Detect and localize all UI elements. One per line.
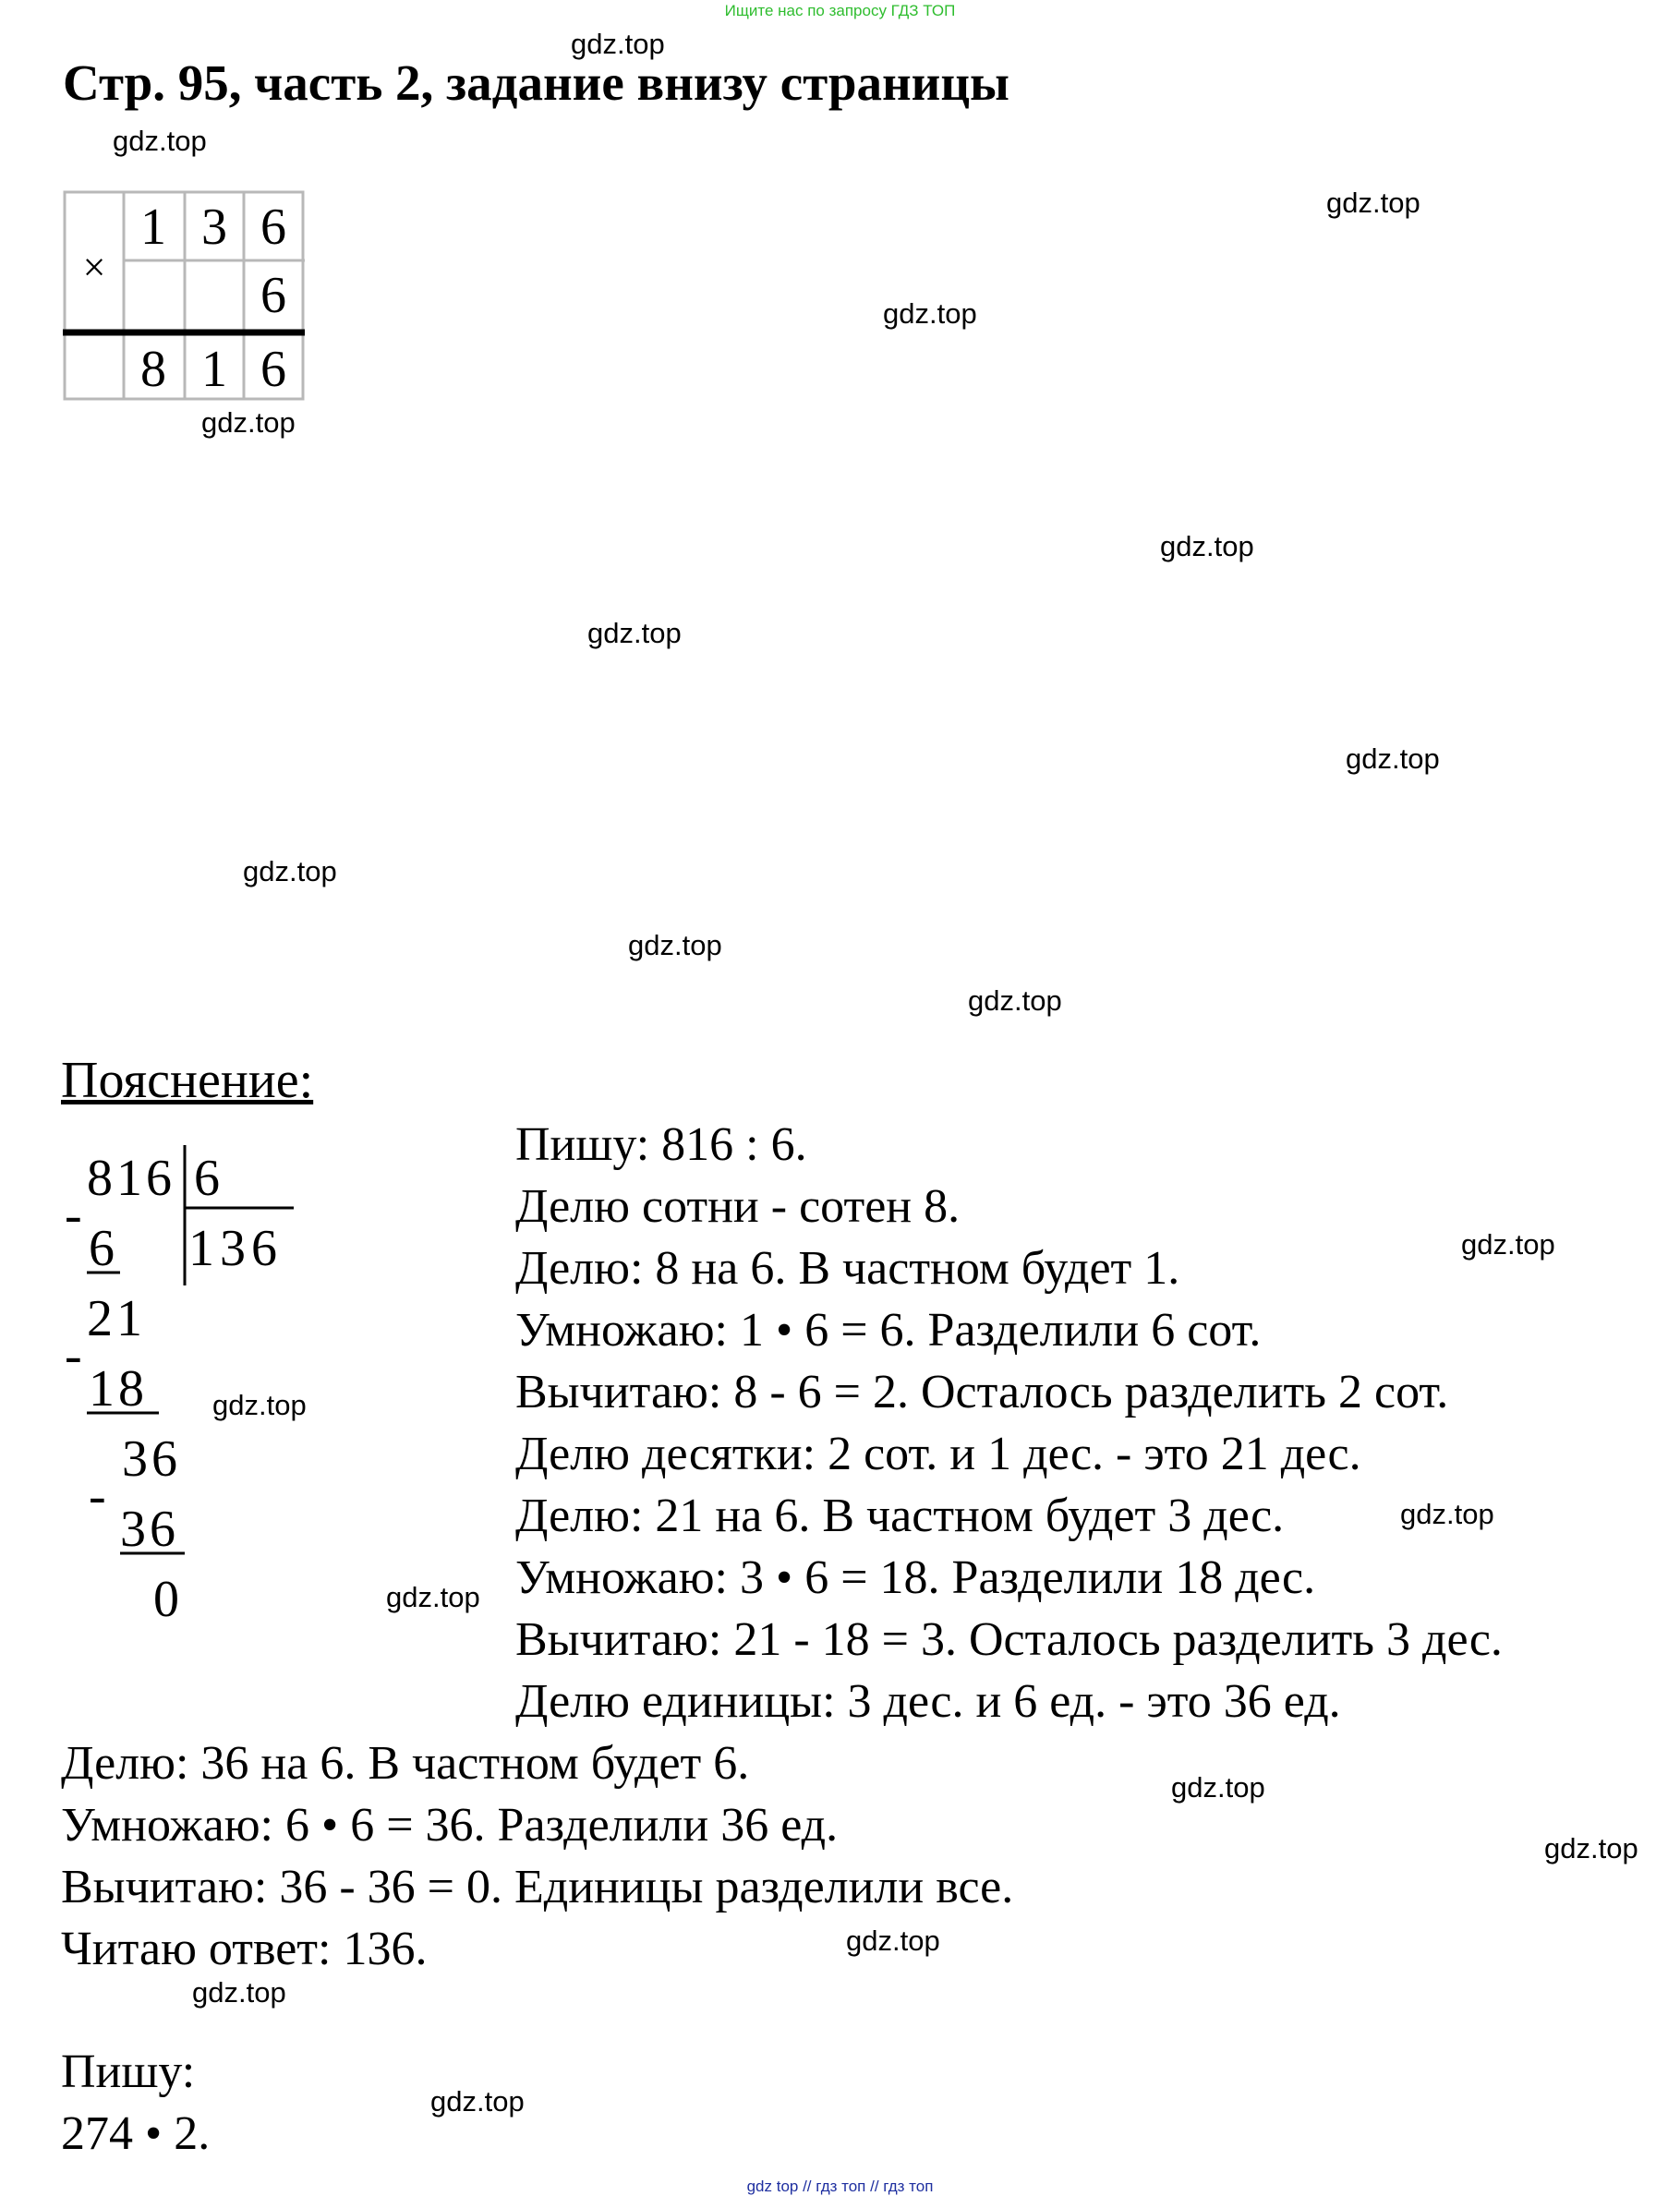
grid-digit: 6: [260, 267, 286, 324]
explanation-line: Делю: 36 на 6. В частном будет 6.: [61, 1737, 750, 1790]
grid-digit: 6: [260, 341, 286, 398]
division-step: 36: [120, 1501, 179, 1558]
top-search-note: Ищите нас по запросу ГДЗ ТОП: [724, 2, 956, 19]
explanation-line: Делю единицы: 3 дес. и 6 ед. - это 36 ед.: [515, 1675, 1341, 1728]
watermark: gdz.top: [1171, 1771, 1265, 1804]
explanation-line: Делю десятки: 2 сот. и 1 дес. - это 21 дес.: [515, 1428, 1361, 1480]
explanation-line: Делю сотни - сотен 8.: [515, 1180, 961, 1233]
watermark: gdz.top: [587, 617, 682, 649]
watermark: gdz.top: [571, 28, 665, 60]
division-step: 21: [87, 1290, 146, 1347]
watermark: gdz.top: [430, 2085, 525, 2118]
dividend: 816: [87, 1150, 175, 1207]
grid-digit: 1: [201, 341, 227, 398]
watermark: gdz.top: [846, 1925, 940, 1957]
explanation-line: Умножаю: 1 • 6 = 6. Разделили 6 сот.: [515, 1304, 1262, 1357]
watermark: gdz.top: [201, 406, 296, 439]
watermark: gdz.top: [1544, 1832, 1638, 1864]
explanation-line: Умножаю: 6 • 6 = 36. Разделили 36 ед.: [61, 1799, 839, 1852]
watermark: gdz.top: [628, 929, 722, 961]
multiplication-grid: [63, 190, 305, 401]
page-title: Стр. 95, часть 2, задание внизу страницы: [63, 54, 1009, 111]
watermark: gdz.top: [1400, 1498, 1494, 1530]
explanation-line: Делю: 21 на 6. В частном будет 3 дес.: [515, 1490, 1285, 1542]
division-step: 18: [89, 1360, 148, 1418]
explanation-line: Пишу: 816 : 6.: [515, 1118, 807, 1171]
explanation-line: Вычитаю: 21 - 18 = 3. Осталось разделить 3 дес.: [515, 1613, 1503, 1666]
multiply-sign: ×: [82, 245, 106, 290]
explanation-line: Делю: 8 на 6. В частном будет 1.: [515, 1242, 1180, 1295]
grid-digit: 8: [140, 341, 166, 398]
division-step: 0: [153, 1571, 179, 1628]
divisor: 6: [194, 1150, 220, 1207]
watermark: gdz.top: [883, 297, 977, 330]
watermark: gdz.top: [192, 1976, 286, 2009]
bottom-footer-note: gdz top // гдз топ // гдз топ: [746, 2178, 934, 2195]
quotient: 136: [188, 1220, 283, 1277]
grid-digit: 1: [140, 199, 166, 256]
next-task-expression: 274 • 2.: [61, 2107, 211, 2160]
explanation-line: Вычитаю: 8 - 6 = 2. Осталось разделить 2 сот.: [515, 1366, 1449, 1418]
watermark: gdz.top: [243, 855, 337, 887]
watermark: gdz.top: [1160, 530, 1254, 562]
division-step: 36: [122, 1430, 181, 1488]
grid-digit: 6: [260, 199, 286, 256]
watermark: gdz.top: [1326, 187, 1420, 219]
watermark: gdz.top: [386, 1581, 480, 1613]
grid-digit: 3: [201, 199, 227, 256]
watermark: gdz.top: [1346, 742, 1440, 775]
watermark: gdz.top: [968, 984, 1062, 1017]
watermark: gdz.top: [1461, 1228, 1555, 1261]
minus-sign: -: [65, 1327, 82, 1384]
minus-sign: -: [65, 1187, 82, 1244]
explanation-line: Читаю ответ: 136.: [61, 1923, 428, 1975]
watermark: gdz.top: [212, 1389, 307, 1421]
explanation-line: Вычитаю: 36 - 36 = 0. Единицы разделили все.: [61, 1861, 1014, 1913]
watermark: gdz.top: [113, 125, 207, 157]
minus-sign: -: [89, 1467, 106, 1525]
division-step: 6: [89, 1220, 115, 1277]
next-task-label: Пишу:: [61, 2045, 196, 2098]
explanation-line: Умножаю: 3 • 6 = 18. Разделили 18 дес.: [515, 1551, 1316, 1604]
explanation-heading: Пояснение:: [61, 1052, 314, 1109]
